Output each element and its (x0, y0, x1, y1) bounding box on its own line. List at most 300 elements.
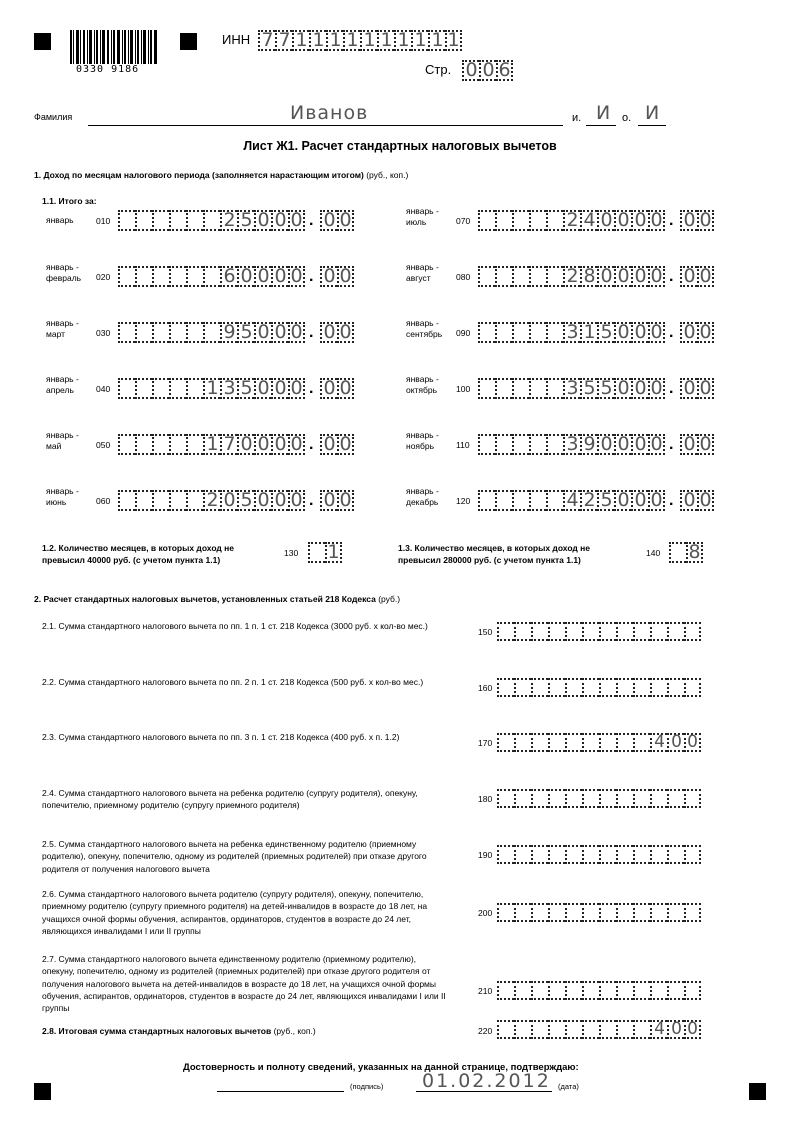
digit-cell[interactable] (633, 1020, 650, 1039)
digit-cell[interactable]: 9 (580, 434, 597, 455)
digit-cell[interactable] (582, 903, 599, 922)
digit-cell[interactable] (548, 981, 565, 1000)
income-kopecks-cells[interactable] (320, 490, 354, 511)
digit-cell[interactable] (565, 845, 582, 864)
digit-cell[interactable]: 0 (667, 1020, 684, 1039)
digit-cell[interactable]: 0 (631, 434, 648, 455)
initial-o-value[interactable]: И (645, 102, 661, 124)
digit-cell[interactable]: 4 (650, 1020, 667, 1039)
digit-cell[interactable] (548, 903, 565, 922)
digit-cell[interactable] (546, 434, 563, 455)
digit-cell[interactable] (616, 845, 633, 864)
digit-cell[interactable] (599, 845, 616, 864)
digit-cell[interactable] (548, 789, 565, 808)
digit-cell[interactable]: 0 (337, 378, 354, 399)
digit-cell[interactable] (599, 981, 616, 1000)
digit-cell[interactable] (565, 981, 582, 1000)
digit-cell[interactable] (186, 266, 203, 287)
digit-cell[interactable] (169, 490, 186, 511)
digit-cell[interactable] (546, 210, 563, 231)
digit-cell[interactable]: 0 (648, 434, 665, 455)
initial-i-value[interactable]: И (596, 102, 612, 124)
digit-cell[interactable]: 0 (597, 210, 614, 231)
digit-cell[interactable] (684, 845, 701, 864)
digit-cell[interactable] (135, 378, 152, 399)
digit-cell[interactable] (495, 322, 512, 343)
count13-cells[interactable] (669, 542, 703, 563)
digit-cell[interactable]: 0 (271, 210, 288, 231)
digit-cell[interactable] (684, 789, 701, 808)
digit-cell[interactable]: 0 (680, 210, 697, 231)
income-kopecks-cells[interactable] (680, 378, 714, 399)
digit-cell[interactable]: 0 (271, 434, 288, 455)
digit-cell[interactable] (512, 322, 529, 343)
digit-cell[interactable]: 2 (220, 210, 237, 231)
digit-cell[interactable] (650, 789, 667, 808)
digit-cell[interactable]: 0 (288, 378, 305, 399)
digit-cell[interactable]: 1 (309, 30, 326, 51)
digit-cell[interactable] (186, 210, 203, 231)
digit-cell[interactable]: 0 (288, 434, 305, 455)
digit-cell[interactable]: 0 (237, 266, 254, 287)
digit-cell[interactable]: 0 (254, 322, 271, 343)
income-kopecks-cells[interactable] (680, 490, 714, 511)
digit-cell[interactable] (478, 322, 495, 343)
digit-cell[interactable]: 0 (254, 210, 271, 231)
digit-cell[interactable]: 0 (337, 434, 354, 455)
digit-cell[interactable]: 0 (631, 210, 648, 231)
digit-cell[interactable]: 0 (254, 490, 271, 511)
digit-cell[interactable]: 5 (237, 322, 254, 343)
income-kopecks-cells[interactable] (680, 266, 714, 287)
digit-cell[interactable]: 1 (343, 30, 360, 51)
digit-cell[interactable] (478, 434, 495, 455)
digit-cell[interactable] (135, 490, 152, 511)
digit-cell[interactable] (529, 322, 546, 343)
page-number-cells[interactable] (462, 60, 513, 81)
digit-cell[interactable] (514, 845, 531, 864)
digit-cell[interactable]: 3 (563, 434, 580, 455)
income-kopecks-cells[interactable] (320, 322, 354, 343)
digit-cell[interactable]: 5 (237, 210, 254, 231)
digit-cell[interactable] (169, 210, 186, 231)
digit-cell[interactable] (203, 266, 220, 287)
digit-cell[interactable] (565, 678, 582, 697)
digit-cell[interactable] (599, 733, 616, 752)
digit-cell[interactable] (667, 903, 684, 922)
digit-cell[interactable] (514, 678, 531, 697)
digit-cell[interactable]: 0 (697, 322, 714, 343)
digit-cell[interactable] (599, 678, 616, 697)
digit-cell[interactable]: 0 (631, 378, 648, 399)
income-rubles-cells[interactable] (478, 490, 665, 511)
digit-cell[interactable]: 0 (288, 266, 305, 287)
digit-cell[interactable]: 3 (563, 322, 580, 343)
digit-cell[interactable]: 0 (667, 733, 684, 752)
income-kopecks-cells[interactable] (320, 378, 354, 399)
digit-cell[interactable] (531, 1020, 548, 1039)
digit-cell[interactable] (478, 210, 495, 231)
digit-cell[interactable] (152, 434, 169, 455)
digit-cell[interactable] (514, 733, 531, 752)
digit-cell[interactable]: 0 (254, 266, 271, 287)
digit-cell[interactable] (531, 622, 548, 641)
surname-value[interactable]: Иванов (290, 102, 369, 124)
digit-cell[interactable]: 3 (563, 378, 580, 399)
digit-cell[interactable]: 2 (563, 210, 580, 231)
digit-cell[interactable]: 0 (320, 266, 337, 287)
digit-cell[interactable]: 5 (237, 378, 254, 399)
digit-cell[interactable] (118, 434, 135, 455)
digit-cell[interactable] (135, 210, 152, 231)
digit-cell[interactable] (599, 622, 616, 641)
income-rubles-cells[interactable] (478, 210, 665, 231)
digit-cell[interactable] (616, 903, 633, 922)
digit-cell[interactable] (684, 903, 701, 922)
digit-cell[interactable] (548, 622, 565, 641)
digit-cell[interactable]: 0 (684, 1020, 701, 1039)
digit-cell[interactable]: 0 (271, 322, 288, 343)
digit-cell[interactable] (684, 678, 701, 697)
digit-cell[interactable] (582, 733, 599, 752)
digit-cell[interactable] (565, 789, 582, 808)
digit-cell[interactable] (633, 678, 650, 697)
digit-cell[interactable]: 9 (220, 322, 237, 343)
deduction-amount-cells[interactable] (497, 622, 701, 641)
digit-cell[interactable] (616, 622, 633, 641)
digit-cell[interactable] (497, 622, 514, 641)
income-rubles-cells[interactable] (118, 378, 305, 399)
digit-cell[interactable]: 0 (462, 60, 479, 81)
digit-cell[interactable]: 2 (563, 266, 580, 287)
digit-cell[interactable] (497, 678, 514, 697)
digit-cell[interactable] (565, 733, 582, 752)
deduction-amount-cells[interactable] (497, 981, 701, 1000)
digit-cell[interactable]: 0 (271, 378, 288, 399)
digit-cell[interactable] (582, 1020, 599, 1039)
digit-cell[interactable] (531, 733, 548, 752)
digit-cell[interactable] (152, 210, 169, 231)
digit-cell[interactable] (529, 266, 546, 287)
digit-cell[interactable] (514, 789, 531, 808)
digit-cell[interactable] (582, 845, 599, 864)
digit-cell[interactable] (599, 1020, 616, 1039)
digit-cell[interactable]: 6 (220, 266, 237, 287)
digit-cell[interactable]: 0 (337, 210, 354, 231)
digit-cell[interactable] (548, 845, 565, 864)
digit-cell[interactable] (650, 981, 667, 1000)
digit-cell[interactable] (565, 622, 582, 641)
digit-cell[interactable] (531, 678, 548, 697)
digit-cell[interactable] (169, 322, 186, 343)
digit-cell[interactable]: 1 (360, 30, 377, 51)
digit-cell[interactable]: 1 (411, 30, 428, 51)
digit-cell[interactable] (497, 903, 514, 922)
digit-cell[interactable] (529, 490, 546, 511)
digit-cell[interactable]: 4 (580, 210, 597, 231)
inn-cells[interactable] (258, 30, 462, 51)
digit-cell[interactable]: 1 (445, 30, 462, 51)
digit-cell[interactable]: 0 (614, 490, 631, 511)
digit-cell[interactable]: 7 (258, 30, 275, 51)
digit-cell[interactable]: 1 (377, 30, 394, 51)
digit-cell[interactable]: 3 (220, 378, 237, 399)
digit-cell[interactable] (529, 378, 546, 399)
digit-cell[interactable]: 1 (326, 30, 343, 51)
digit-cell[interactable] (497, 733, 514, 752)
digit-cell[interactable] (478, 266, 495, 287)
digit-cell[interactable] (546, 322, 563, 343)
digit-cell[interactable] (514, 981, 531, 1000)
income-rubles-cells[interactable] (478, 378, 665, 399)
digit-cell[interactable]: 0 (697, 434, 714, 455)
digit-cell[interactable]: 1 (203, 378, 220, 399)
digit-cell[interactable] (650, 845, 667, 864)
digit-cell[interactable] (152, 322, 169, 343)
digit-cell[interactable] (633, 622, 650, 641)
digit-cell[interactable]: 1 (203, 434, 220, 455)
digit-cell[interactable] (514, 903, 531, 922)
digit-cell[interactable]: 0 (631, 322, 648, 343)
digit-cell[interactable] (495, 490, 512, 511)
digit-cell[interactable]: 0 (648, 210, 665, 231)
digit-cell[interactable] (186, 490, 203, 511)
digit-cell[interactable] (684, 981, 701, 1000)
digit-cell[interactable] (616, 981, 633, 1000)
digit-cell[interactable] (529, 434, 546, 455)
digit-cell[interactable]: 0 (614, 378, 631, 399)
income-kopecks-cells[interactable] (320, 210, 354, 231)
digit-cell[interactable]: 2 (580, 490, 597, 511)
digit-cell[interactable]: 7 (220, 434, 237, 455)
digit-cell[interactable] (478, 490, 495, 511)
digit-cell[interactable] (616, 789, 633, 808)
digit-cell[interactable]: 0 (631, 490, 648, 511)
digit-cell[interactable] (582, 981, 599, 1000)
digit-cell[interactable] (497, 1020, 514, 1039)
income-rubles-cells[interactable] (118, 322, 305, 343)
date-value[interactable]: 01.02.2012 (422, 1070, 551, 1092)
signature-line[interactable] (217, 1091, 344, 1092)
digit-cell[interactable] (633, 903, 650, 922)
digit-cell[interactable] (616, 678, 633, 697)
digit-cell[interactable] (531, 981, 548, 1000)
digit-cell[interactable] (531, 845, 548, 864)
digit-cell[interactable]: 1 (394, 30, 411, 51)
digit-cell[interactable] (152, 378, 169, 399)
digit-cell[interactable]: 5 (237, 490, 254, 511)
digit-cell[interactable] (548, 733, 565, 752)
digit-cell[interactable]: 0 (337, 490, 354, 511)
digit-cell[interactable] (497, 845, 514, 864)
digit-cell[interactable]: 5 (597, 378, 614, 399)
digit-cell[interactable] (548, 678, 565, 697)
digit-cell[interactable] (650, 903, 667, 922)
digit-cell[interactable]: 0 (288, 210, 305, 231)
digit-cell[interactable]: 0 (697, 378, 714, 399)
digit-cell[interactable]: 0 (479, 60, 496, 81)
digit-cell[interactable] (548, 1020, 565, 1039)
digit-cell[interactable] (599, 789, 616, 808)
digit-cell[interactable]: 0 (648, 378, 665, 399)
digit-cell[interactable] (203, 322, 220, 343)
digit-cell[interactable] (546, 266, 563, 287)
digit-cell[interactable]: 8 (580, 266, 597, 287)
income-rubles-cells[interactable] (478, 266, 665, 287)
digit-cell[interactable] (650, 622, 667, 641)
digit-cell[interactable] (565, 1020, 582, 1039)
digit-cell[interactable] (512, 378, 529, 399)
digit-cell[interactable]: 0 (597, 434, 614, 455)
income-kopecks-cells[interactable] (680, 434, 714, 455)
digit-cell[interactable] (514, 1020, 531, 1039)
digit-cell[interactable]: 0 (684, 733, 701, 752)
digit-cell[interactable]: 0 (648, 266, 665, 287)
digit-cell[interactable] (495, 378, 512, 399)
digit-cell[interactable]: 4 (650, 733, 667, 752)
income-rubles-cells[interactable] (118, 434, 305, 455)
digit-cell[interactable]: 5 (597, 322, 614, 343)
digit-cell[interactable]: 1 (580, 322, 597, 343)
digit-cell[interactable]: 1 (428, 30, 445, 51)
digit-cell[interactable]: 8 (686, 542, 703, 563)
digit-cell[interactable]: 0 (220, 490, 237, 511)
digit-cell[interactable]: 0 (237, 434, 254, 455)
digit-cell[interactable]: 0 (614, 210, 631, 231)
digit-cell[interactable] (512, 210, 529, 231)
digit-cell[interactable]: 7 (275, 30, 292, 51)
digit-cell[interactable] (633, 733, 650, 752)
digit-cell[interactable]: 2 (203, 490, 220, 511)
digit-cell[interactable] (531, 789, 548, 808)
digit-cell[interactable]: 6 (496, 60, 513, 81)
digit-cell[interactable] (512, 434, 529, 455)
deduction-amount-cells[interactable] (497, 845, 701, 864)
digit-cell[interactable]: 0 (320, 434, 337, 455)
income-rubles-cells[interactable] (118, 490, 305, 511)
digit-cell[interactable]: 0 (680, 378, 697, 399)
income-rubles-cells[interactable] (478, 322, 665, 343)
digit-cell[interactable] (152, 266, 169, 287)
digit-cell[interactable]: 0 (697, 266, 714, 287)
digit-cell[interactable] (186, 322, 203, 343)
digit-cell[interactable]: 5 (580, 378, 597, 399)
digit-cell[interactable] (669, 542, 686, 563)
digit-cell[interactable] (118, 210, 135, 231)
digit-cell[interactable]: 0 (680, 322, 697, 343)
digit-cell[interactable] (186, 434, 203, 455)
digit-cell[interactable] (186, 378, 203, 399)
deduction-amount-cells[interactable] (497, 733, 701, 752)
digit-cell[interactable] (478, 378, 495, 399)
total-cells[interactable] (497, 1020, 701, 1039)
digit-cell[interactable] (495, 434, 512, 455)
digit-cell[interactable]: 0 (320, 322, 337, 343)
digit-cell[interactable] (582, 622, 599, 641)
digit-cell[interactable] (529, 210, 546, 231)
digit-cell[interactable]: 0 (680, 490, 697, 511)
digit-cell[interactable] (118, 266, 135, 287)
digit-cell[interactable] (616, 733, 633, 752)
digit-cell[interactable]: 0 (320, 378, 337, 399)
digit-cell[interactable] (203, 210, 220, 231)
digit-cell[interactable]: 0 (254, 378, 271, 399)
digit-cell[interactable] (118, 322, 135, 343)
digit-cell[interactable] (118, 378, 135, 399)
digit-cell[interactable]: 0 (320, 210, 337, 231)
digit-cell[interactable]: 1 (292, 30, 309, 51)
digit-cell[interactable] (497, 789, 514, 808)
income-rubles-cells[interactable] (118, 266, 305, 287)
income-rubles-cells[interactable] (118, 210, 305, 231)
digit-cell[interactable] (118, 490, 135, 511)
digit-cell[interactable] (582, 789, 599, 808)
digit-cell[interactable]: 0 (288, 322, 305, 343)
digit-cell[interactable] (582, 678, 599, 697)
digit-cell[interactable]: 0 (271, 490, 288, 511)
income-kopecks-cells[interactable] (320, 266, 354, 287)
digit-cell[interactable] (135, 322, 152, 343)
deduction-amount-cells[interactable] (497, 789, 701, 808)
digit-cell[interactable]: 0 (697, 210, 714, 231)
digit-cell[interactable] (531, 903, 548, 922)
income-kopecks-cells[interactable] (320, 434, 354, 455)
digit-cell[interactable]: 1 (325, 542, 342, 563)
digit-cell[interactable] (667, 789, 684, 808)
digit-cell[interactable] (667, 845, 684, 864)
digit-cell[interactable] (633, 981, 650, 1000)
digit-cell[interactable]: 0 (631, 266, 648, 287)
digit-cell[interactable]: 0 (254, 434, 271, 455)
digit-cell[interactable] (633, 845, 650, 864)
digit-cell[interactable] (667, 678, 684, 697)
digit-cell[interactable]: 0 (648, 322, 665, 343)
count12-cells[interactable] (308, 542, 342, 563)
digit-cell[interactable] (667, 981, 684, 1000)
digit-cell[interactable] (514, 622, 531, 641)
digit-cell[interactable]: 0 (648, 490, 665, 511)
digit-cell[interactable] (495, 210, 512, 231)
digit-cell[interactable]: 5 (597, 490, 614, 511)
digit-cell[interactable] (512, 266, 529, 287)
digit-cell[interactable] (152, 490, 169, 511)
digit-cell[interactable] (135, 434, 152, 455)
digit-cell[interactable] (169, 378, 186, 399)
deduction-amount-cells[interactable] (497, 678, 701, 697)
income-kopecks-cells[interactable] (680, 210, 714, 231)
deduction-amount-cells[interactable] (497, 903, 701, 922)
digit-cell[interactable]: 0 (337, 322, 354, 343)
digit-cell[interactable]: 0 (680, 434, 697, 455)
digit-cell[interactable] (633, 789, 650, 808)
digit-cell[interactable] (599, 903, 616, 922)
digit-cell[interactable]: 0 (614, 434, 631, 455)
digit-cell[interactable]: 0 (271, 266, 288, 287)
digit-cell[interactable] (169, 266, 186, 287)
digit-cell[interactable] (565, 903, 582, 922)
digit-cell[interactable] (546, 490, 563, 511)
digit-cell[interactable] (650, 678, 667, 697)
digit-cell[interactable] (616, 1020, 633, 1039)
digit-cell[interactable] (546, 378, 563, 399)
digit-cell[interactable] (512, 490, 529, 511)
digit-cell[interactable]: 0 (697, 490, 714, 511)
income-rubles-cells[interactable] (478, 434, 665, 455)
digit-cell[interactable] (169, 434, 186, 455)
digit-cell[interactable]: 4 (563, 490, 580, 511)
digit-cell[interactable] (135, 266, 152, 287)
digit-cell[interactable]: 0 (614, 266, 631, 287)
